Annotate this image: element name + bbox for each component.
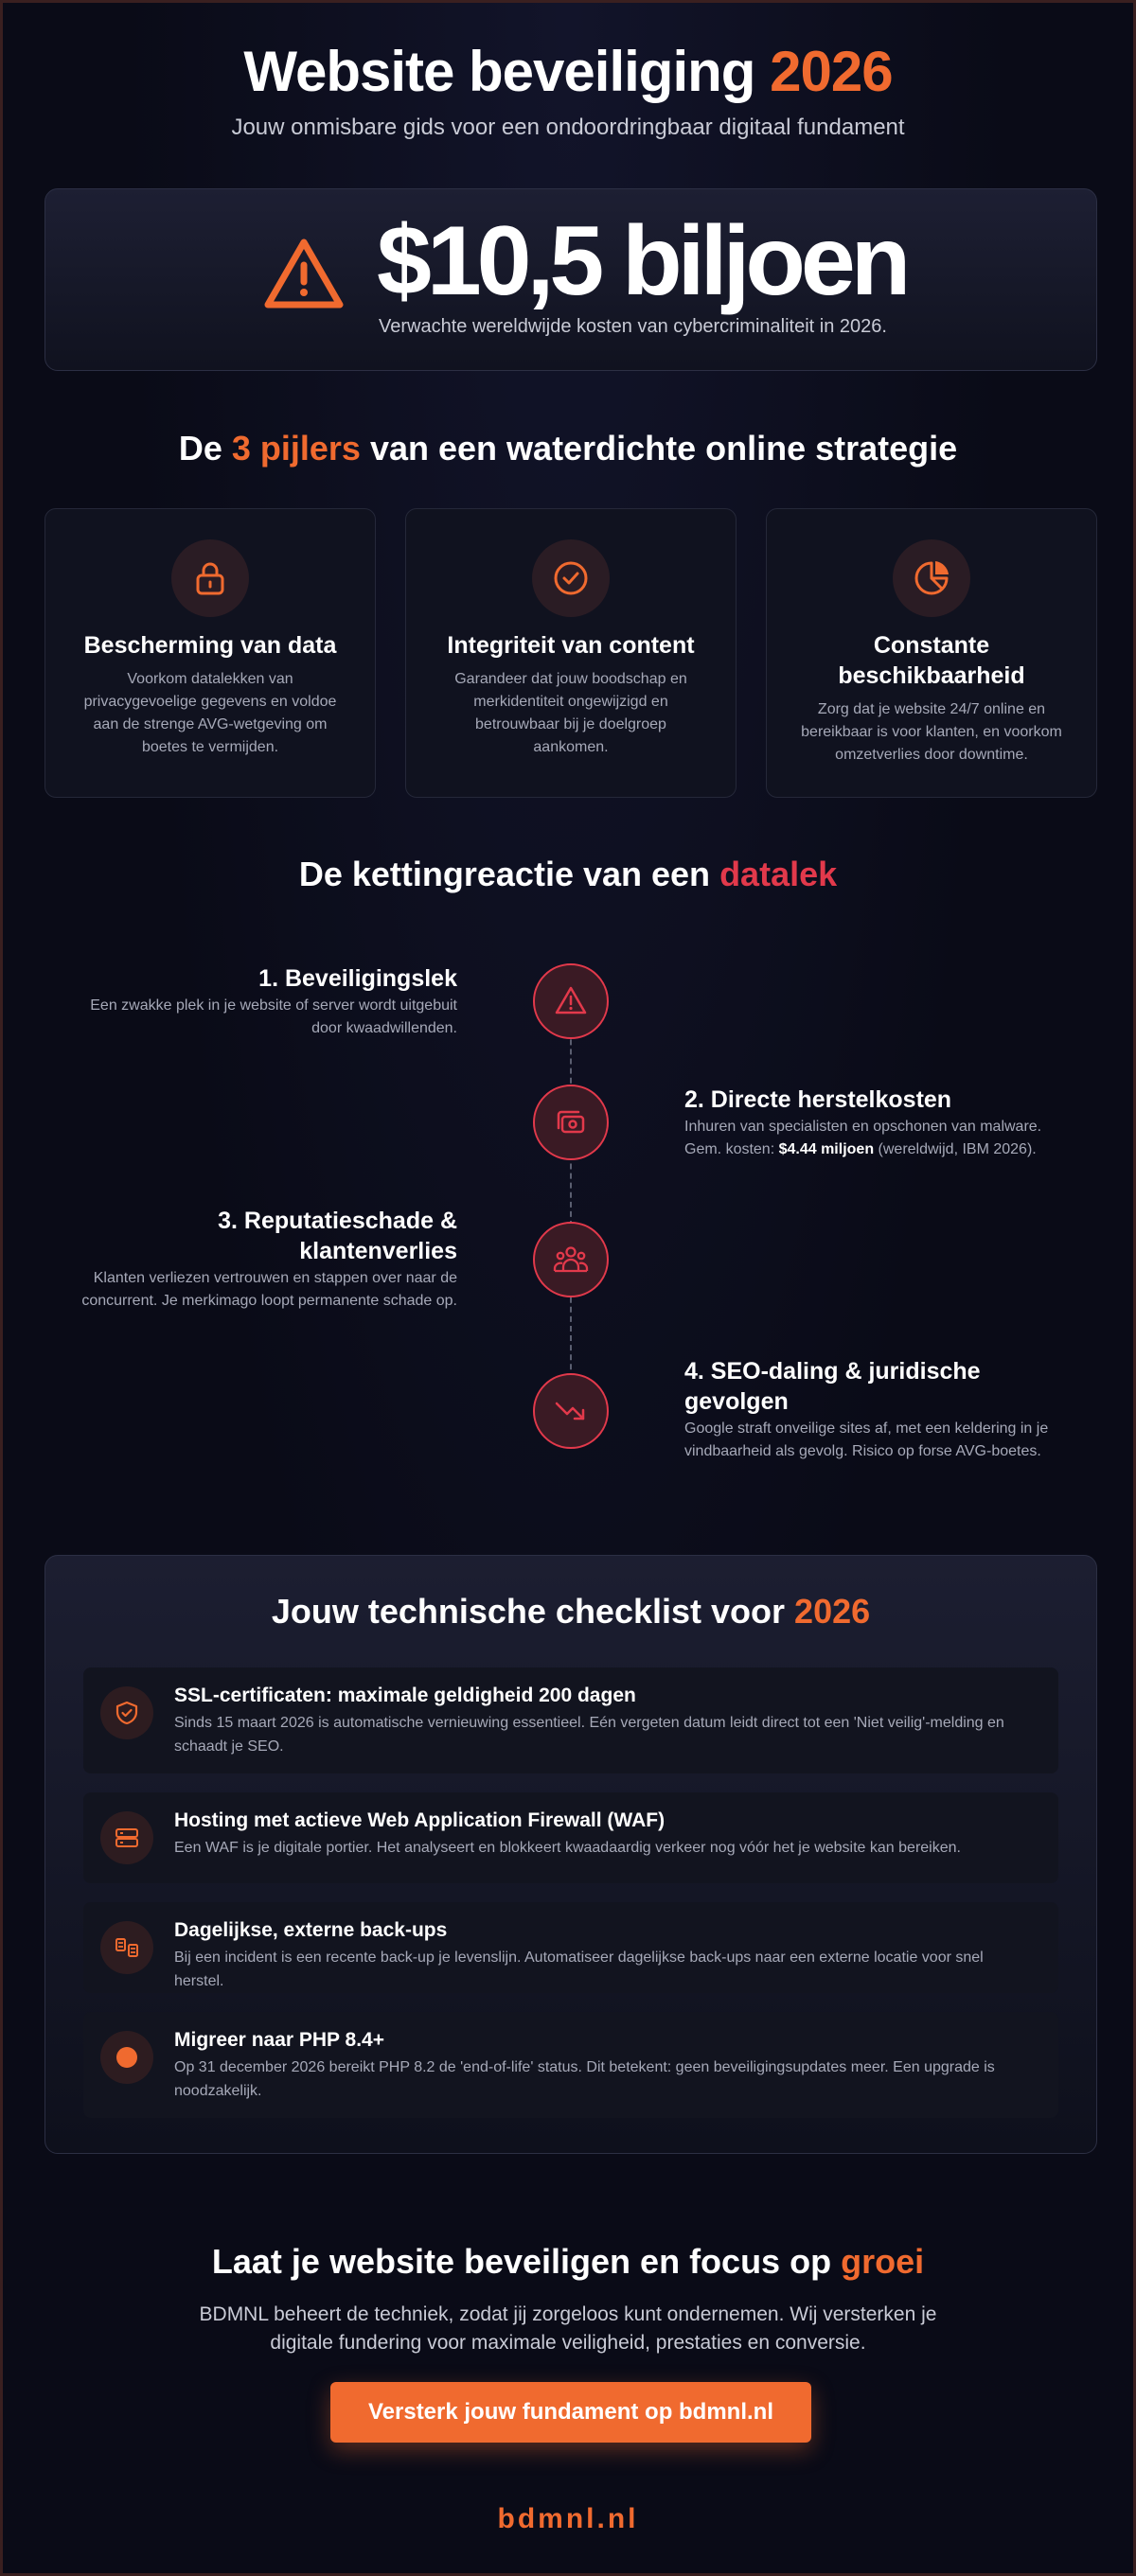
php-icon — [114, 2044, 140, 2071]
pillar-icon-container — [893, 539, 970, 617]
checklist-item-description: Een WAF is je digitale portier. Het analyseert en blokkeert kwaadaardig verkeer nog vóór het je website kan bereiken. — [174, 1840, 961, 1856]
checklist-item-title: SSL-certificaten: maximale geldigheid 200 dagen — [174, 1685, 636, 1706]
pillar-description: Voorkom datalekken van privacygevoelige gegevens en voldoe aan de strenge AVG-wetgeving om boetes te vermijden. — [83, 671, 337, 755]
pillar-title: Constante beschikbaarheid — [838, 632, 1025, 689]
checklist-item — [83, 2012, 1058, 2118]
checklist-item — [83, 1902, 1058, 1993]
checklist-icon-container — [100, 1811, 153, 1864]
cta-button[interactable]: Versterk jouw fundament op bdmnl.nl — [330, 2382, 811, 2443]
pillars-title-post: van een waterdichte online strategie — [369, 429, 958, 468]
warning-triangle-icon — [554, 984, 588, 1018]
pillar-description: Garandeer dat jouw boodschap en merkidentiteit ongewijzigd en betrouwbaar bij je doelgroep aankomen. — [454, 671, 687, 755]
checklist-item-title: Dagelijkse, externe back-ups — [174, 1919, 448, 1941]
checklist-title-year: 2026 — [794, 1592, 871, 1631]
chain-step-title: 1. Beveiligingslek — [258, 965, 457, 992]
chain-step-title: 2. Directe herstelkosten — [684, 1086, 952, 1113]
checklist-icon-container — [100, 1686, 153, 1739]
checklist-item-description: Bij een incident is een recente back-up je levenslijn. Automatiseer dagelijkse back-ups naar een externe locatie voor snel herstel. — [174, 1950, 984, 1989]
chain-step-title: 3. Reputatieschade & klantenverlies — [218, 1208, 457, 1264]
chain-step-description: Google straft onveilige sites af, met een keldering in je vindbaarheid als gevolg. Risico op forse AVG-boetes. — [684, 1420, 1049, 1459]
pillar-description: Zorg dat je website 24/7 online en bereikbaar is voor klanten, en voorkom omzetverlies door downtime. — [801, 701, 1062, 763]
trending-down-icon — [554, 1394, 588, 1428]
cta-body: BDMNL beheert de techniek, zodat jij zorgeloos kunt ondernemen. Wij versterken je digitale fundering voor maximale veiligheid, prestaties en conversie. — [199, 2303, 937, 2354]
pillars-title — [3, 429, 1133, 468]
cta-title-highlight: groei — [841, 2242, 925, 2281]
title-main: Website beveiliging — [243, 40, 755, 103]
checklist-title — [45, 1592, 1096, 1632]
pillar-card-content-integrity — [405, 508, 737, 798]
page-subtitle: Jouw onmisbare gids voor een ondoordringbaar digitaal fundament — [231, 115, 905, 140]
pillar-card-data-protection — [44, 508, 376, 798]
chain-step-description — [684, 1116, 1063, 1161]
checklist-title-pre: Jouw technische checklist voor — [271, 1592, 786, 1631]
pillar-title: Bescherming van data — [83, 632, 337, 659]
pillar-icon-container — [532, 539, 610, 617]
pillars-title-highlight: 3 pijlers — [231, 429, 361, 468]
stat-card — [44, 188, 1097, 371]
cta-title — [3, 2242, 1133, 2282]
warning-triangle-icon — [263, 237, 345, 312]
checklist-item-description: Sinds 15 maart 2026 is automatische vernieuwing essentieel. Eén vergeten datum leidt direct tot een 'Niet veilig'-melding en schaadt je SEO. — [174, 1715, 1004, 1755]
pillar-title: Integriteit van content — [447, 632, 695, 659]
chain-step-cost-highlight: $4.44 miljoen — [778, 1141, 875, 1157]
title-year: 2026 — [770, 40, 893, 103]
checklist-icon-container — [100, 1921, 153, 1974]
chain-step-node — [533, 963, 609, 1039]
chain-step-title: 4. SEO-daling & juridische gevolgen — [684, 1358, 981, 1415]
checklist-item — [83, 1667, 1058, 1773]
lock-icon — [191, 559, 229, 597]
chain-title-highlight: datalek — [719, 855, 838, 893]
stat-description: Verwachte wereldwijde kosten van cybercriminaliteit in 2026. — [379, 316, 887, 337]
page-title — [3, 39, 1133, 104]
chain-title — [3, 855, 1133, 894]
chain-title-pre: De kettingreactie van een — [298, 855, 711, 893]
checklist-item-title: Hosting met actieve Web Application Firewall (WAF) — [174, 1809, 666, 1831]
checklist-card — [44, 1555, 1097, 2154]
chain-step-description-suffix: (wereldwijd, IBM 2026). — [874, 1141, 1037, 1157]
pillar-icon-container — [171, 539, 249, 617]
chain-step-node — [533, 1085, 609, 1160]
server-icon — [114, 1825, 140, 1851]
pie-chart-icon — [913, 559, 950, 597]
checklist-item — [83, 1792, 1058, 1883]
stat-value: $10,5 biljoen — [377, 206, 907, 316]
footer-brand[interactable]: bdmnl.nl — [497, 2503, 639, 2534]
money-icon — [554, 1105, 588, 1139]
shield-check-icon — [114, 1700, 140, 1726]
chain-step-description-text: Inhuren van specialisten en opschonen van malware. Gem. kosten: — [684, 1119, 1042, 1157]
chain-step-node — [533, 1222, 609, 1297]
cta-title-pre: Laat je website beveiligen en focus op — [211, 2242, 832, 2281]
chain-step-description: Een zwakke plek in je website of server wordt uitgebuit door kwaadwillenden. — [90, 997, 457, 1036]
pillar-card-availability — [766, 508, 1097, 798]
chain-step-node — [533, 1373, 609, 1449]
database-backup-icon — [114, 1934, 140, 1961]
users-icon — [553, 1243, 589, 1277]
pillars-title-pre: De — [178, 429, 222, 468]
checklist-icon-container — [100, 2031, 153, 2084]
chain-step-description: Klanten verliezen vertrouwen en stappen over naar de concurrent. Je merkimago loopt permanente schade op. — [81, 1270, 457, 1309]
checklist-item-description: Op 31 december 2026 bereikt PHP 8.2 de 'end-of-life' status. Dit betekent: geen beveiligingsupdates meer. Een upgrade is noodzakelijk. — [174, 2059, 995, 2099]
checklist-item-title: Migreer naar PHP 8.4+ — [174, 2029, 384, 2051]
check-circle-icon — [552, 559, 590, 597]
